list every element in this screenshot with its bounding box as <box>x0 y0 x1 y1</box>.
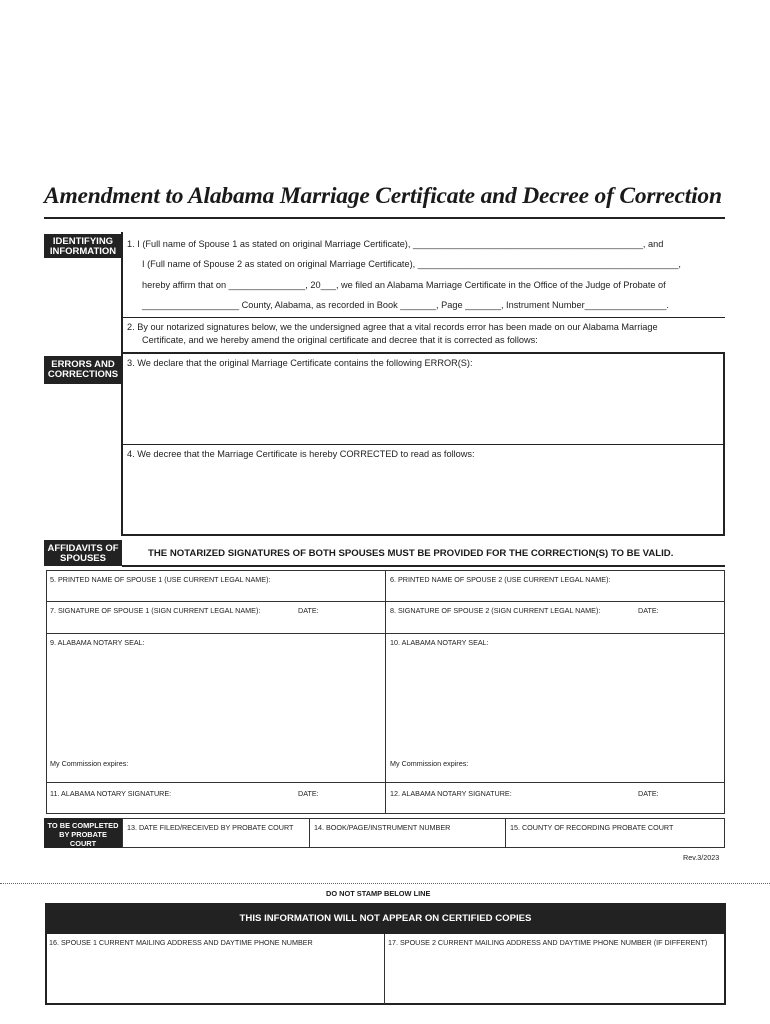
divider <box>122 565 725 567</box>
field-7-date-label: DATE: <box>298 606 319 615</box>
divider <box>121 352 725 354</box>
column-divider <box>309 818 310 848</box>
column-divider <box>384 934 385 1004</box>
spouse-1-address-input[interactable] <box>49 949 379 1001</box>
field-5-label: 5. PRINTED NAME OF SPOUSE 1 (USE CURRENT LEGAL NAME): <box>50 575 271 584</box>
field-14-label: 14. BOOK/PAGE/INSTRUMENT NUMBER <box>314 823 451 832</box>
field-10-label: 10. ALABAMA NOTARY SEAL: <box>390 638 489 647</box>
field-11-label: 11. ALABAMA NOTARY SIGNATURE: <box>50 789 172 798</box>
divider <box>121 444 725 445</box>
section-label-identifying: IDENTIFYING INFORMATION <box>44 234 122 258</box>
field-16-label: 16. SPOUSE 1 CURRENT MAILING ADDRESS AND DAYTIME PHONE NUMBER <box>49 938 313 947</box>
field-15-label: 15. COUNTY OF RECORDING PROBATE COURT <box>510 823 674 832</box>
spouse-2-printed-name-input[interactable] <box>390 585 720 600</box>
spouse-1-signature-input[interactable] <box>50 616 380 632</box>
field-9-label: 9. ALABAMA NOTARY SEAL: <box>50 638 145 647</box>
notary-seal-2-area[interactable] <box>390 650 720 754</box>
commission-expires-2: My Commission expires: <box>390 759 469 768</box>
item-1-line-3: hereby affirm that on _______________, 20___, we filed an Alabama Marriage Certificate in the Office of the Judge of Probate of <box>142 280 666 290</box>
spouse-1-printed-name-input[interactable] <box>50 585 380 600</box>
item-1-line-4: ___________________ County, Alabama, as recorded in Book _______, Page _______, Instrument Number________________. <box>142 300 669 310</box>
county-of-recording-input[interactable] <box>509 833 721 846</box>
field-12-label: 12. ALABAMA NOTARY SIGNATURE: <box>390 789 512 798</box>
field-11-date-label: DATE: <box>298 789 319 798</box>
book-page-instrument-input[interactable] <box>313 833 501 846</box>
section-label-probate: TO BE COMPLETED BY PROBATE COURT <box>44 818 122 848</box>
commission-expires-1: My Commission expires: <box>50 759 129 768</box>
item-3-errors-label: 3. We declare that the original Marriage Certificate contains the following ERROR(S): <box>127 358 473 368</box>
item-1-line-2: I (Full name of Spouse 2 as stated on original Marriage Certificate), ___________________________________________________, <box>142 259 681 269</box>
section-vertical-rule <box>121 232 123 536</box>
revision-label: Rev.3/2023 <box>683 853 720 862</box>
spouse-2-signature-input[interactable] <box>390 616 720 632</box>
title-divider <box>44 217 725 219</box>
field-12-date-label: DATE: <box>638 789 659 798</box>
stamp-cut-line <box>0 883 770 884</box>
field-8-date-label: DATE: <box>638 606 659 615</box>
item-2-line-2: Certificate, and we hereby amend the original certificate and decree that it is corrected as follows: <box>142 335 538 345</box>
item-2-line-1: 2. By our notarized signatures below, we the undersigned agree that a vital records error has been made on our Alabama Marriage <box>127 322 658 332</box>
spouse-2-address-input[interactable] <box>388 949 721 1001</box>
item-4-corrections-label: 4. We decree that the Marriage Certificate is hereby CORRECTED to read as follows: <box>127 449 475 459</box>
field-17-label: 17. SPOUSE 2 CURRENT MAILING ADDRESS AND DAYTIME PHONE NUMBER (IF DIFFERENT) <box>388 938 708 947</box>
errors-input-area[interactable] <box>127 372 719 442</box>
divider <box>121 534 725 536</box>
section-label-errors: ERRORS AND CORRECTIONS <box>44 356 122 384</box>
notary-1-signature-input[interactable] <box>50 798 380 812</box>
do-not-stamp-label: DO NOT STAMP BELOW LINE <box>326 889 431 898</box>
divider <box>121 317 725 318</box>
notary-2-signature-input[interactable] <box>390 798 720 812</box>
field-8-label: 8. SIGNATURE OF SPOUSE 2 (SIGN CURRENT LEGAL NAME): <box>390 606 601 615</box>
corrections-input-area[interactable] <box>127 463 719 531</box>
section-label-affidavits: AFFIDAVITS OF SPOUSES <box>44 540 122 566</box>
field-6-label: 6. PRINTED NAME OF SPOUSE 2 (USE CURRENT LEGAL NAME): <box>390 575 611 584</box>
bottom-header-text: THIS INFORMATION WILL NOT APPEAR ON CERTIFIED COPIES <box>239 913 532 924</box>
column-divider <box>505 818 506 848</box>
item-1-line-1: 1. I (Full name of Spouse 1 as stated on original Marriage Certificate), _____________________________________________, and <box>127 239 664 249</box>
notary-seal-1-area[interactable] <box>50 650 380 754</box>
page-title: Amendment to Alabama Marriage Certificate and Decree of Correction <box>44 183 722 209</box>
field-13-label: 13. DATE FILED/RECEIVED BY PROBATE COURT <box>127 823 294 832</box>
affidavit-notice: THE NOTARIZED SIGNATURES OF BOTH SPOUSES MUST BE PROVIDED FOR THE CORRECTION(S) TO BE VALID. <box>148 548 674 559</box>
field-7-label: 7. SIGNATURE OF SPOUSE 1 (SIGN CURRENT LEGAL NAME): <box>50 606 261 615</box>
date-filed-input[interactable] <box>126 833 306 846</box>
